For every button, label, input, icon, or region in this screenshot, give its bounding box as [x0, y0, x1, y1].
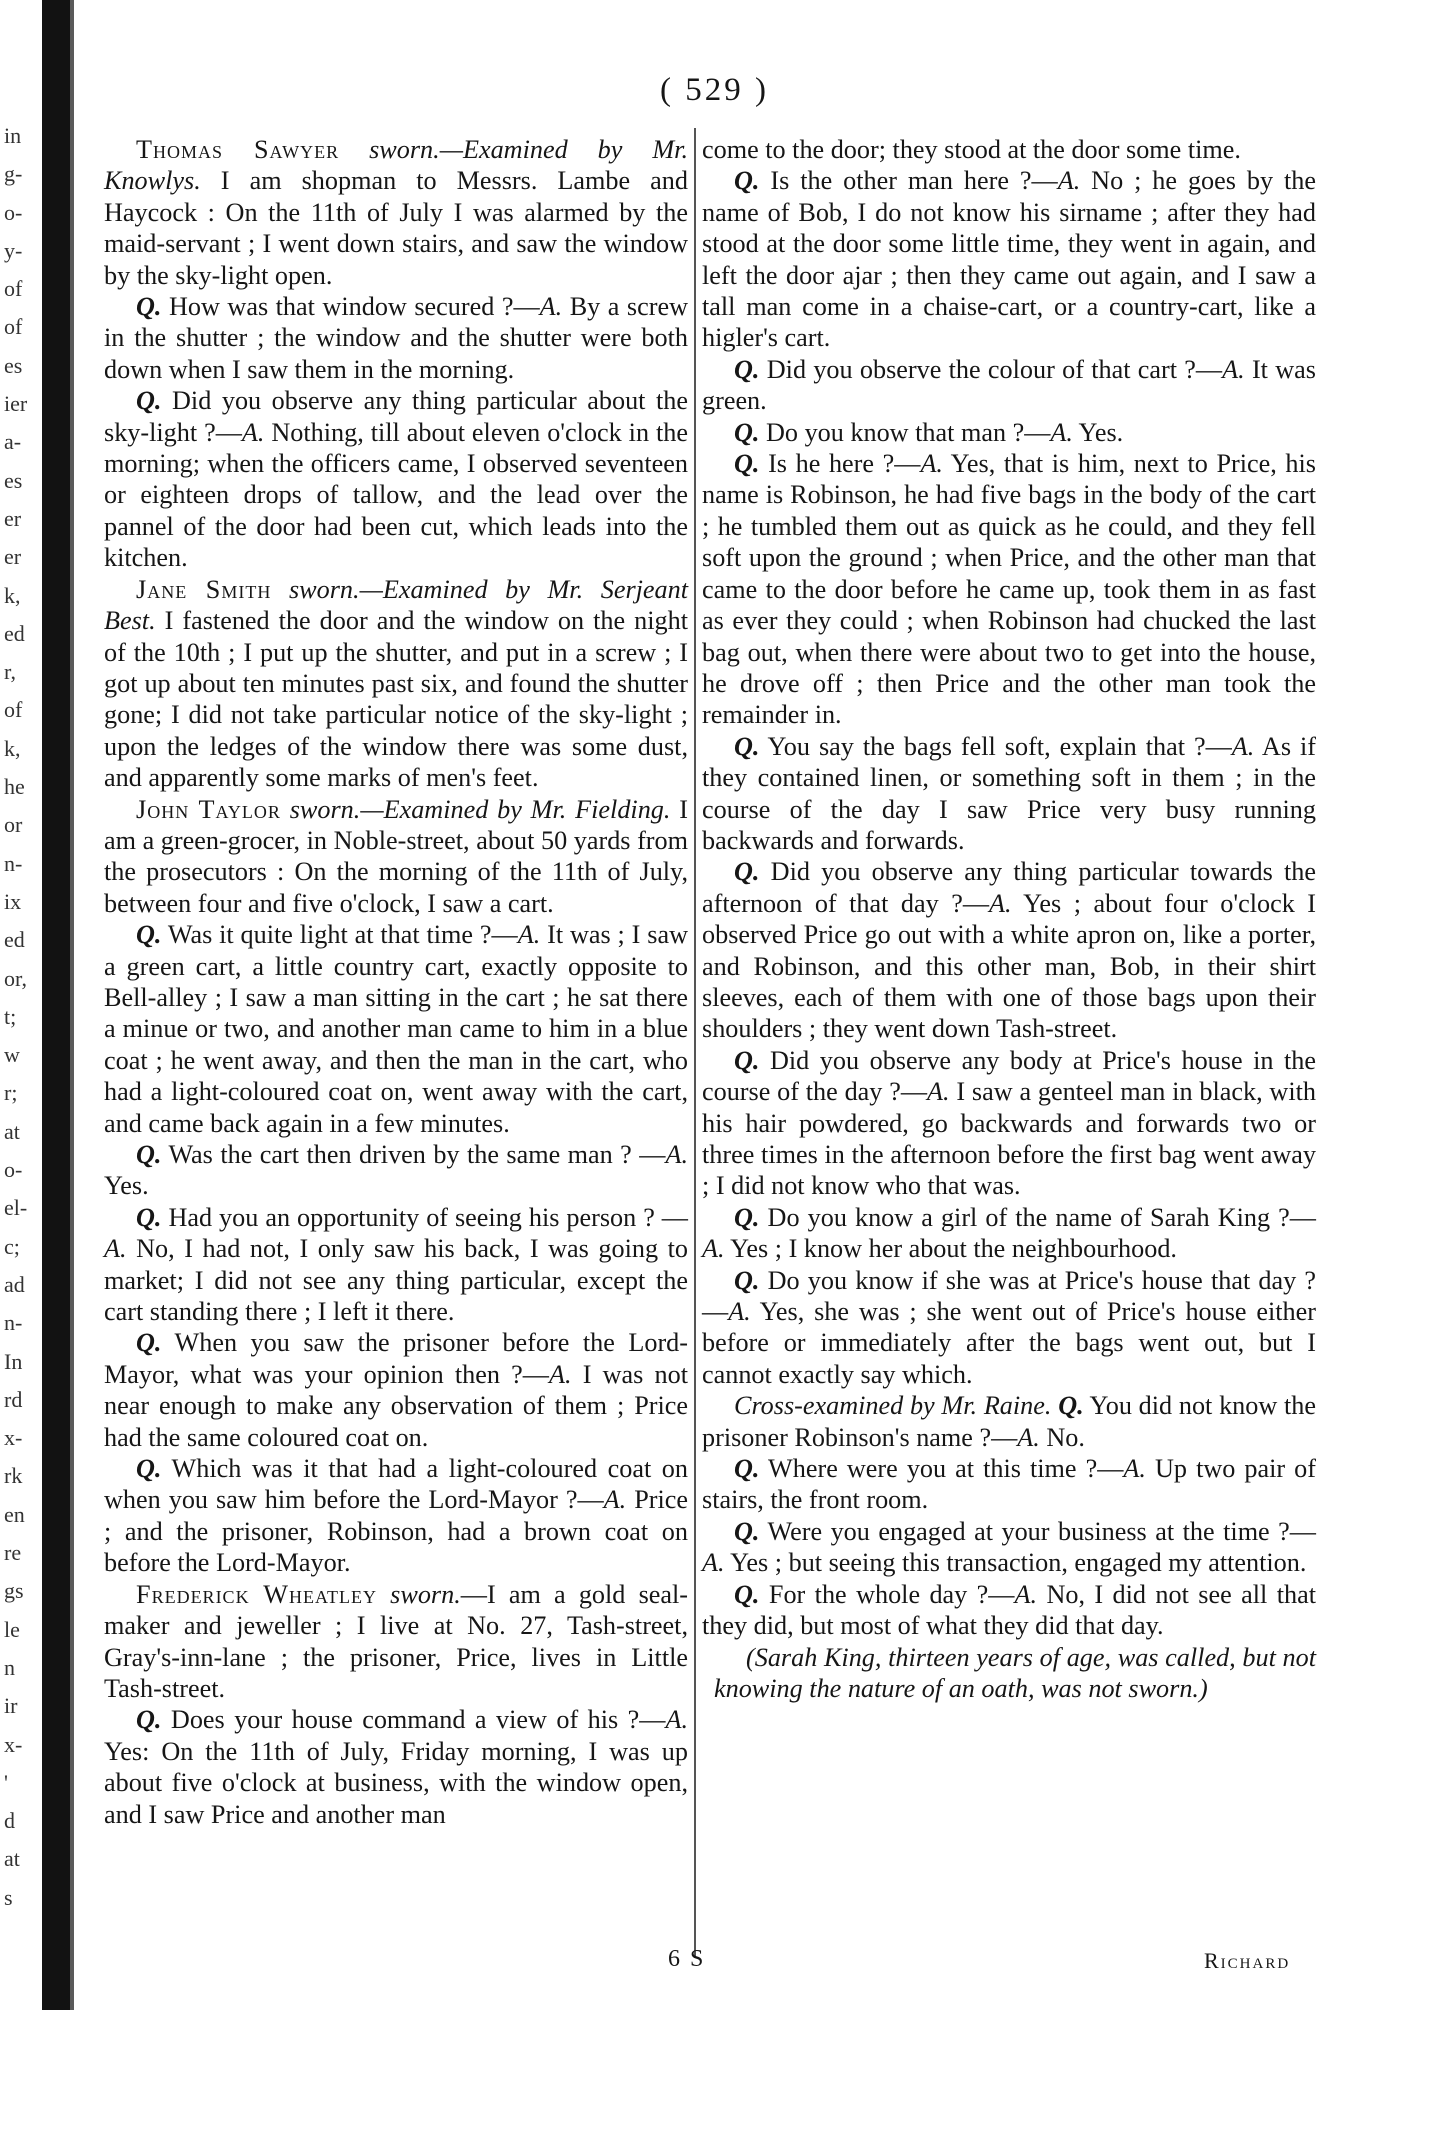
paragraph — [104, 385, 688, 573]
answer-mark: A. — [1222, 354, 1245, 384]
testimony: —I am a gold seal-maker and jeweller ; I live at No. 27, Tash-street, Gray's-inn-lane ; the prisoner, Price, lives in Little Tash-street. — [104, 1579, 689, 1703]
witness-name: Thomas Sawyer — [136, 135, 340, 164]
column-rule — [694, 128, 696, 1958]
margin-fragment: x- — [4, 1731, 23, 1757]
question: Is the other man here ?— — [759, 166, 1058, 196]
sworn-label: sworn. — [369, 135, 440, 164]
margin-fragment: In — [4, 1348, 23, 1374]
answer: It was green. — [702, 354, 1316, 416]
answer-mark: A. — [1231, 731, 1255, 761]
question: Is he here ?— — [759, 449, 921, 479]
testimony: come to the door; they stood at the door some time. — [702, 135, 1241, 164]
question-mark: Q. — [136, 1140, 162, 1169]
margin-fragment: or, — [4, 965, 27, 991]
question: Did you observe the colour of that cart ?— — [759, 354, 1223, 384]
testimony: I am shopman to Messrs. Lambe and Haycock : On the 11th of July I was alarmed by the maid-servant ; I went down stairs, and saw the window by the sky-light open. — [104, 166, 688, 290]
answer: It was ; I saw a green cart, a little country cart, exactly opposite to Bell-alley ; I saw a man sitting in the cart ; he sat there a minue or two, and another man came to him in a blue coat ; he went away, and then the man in the cart, who had a light-coloured coat on, went away with the cart, and came back again in a few minutes. — [104, 920, 688, 1138]
margin-fragment: c; — [4, 1233, 20, 1259]
margin-fragment: es — [4, 467, 23, 493]
margin-fragment: d — [4, 1808, 15, 1834]
answer-mark: A. — [1123, 1454, 1146, 1484]
witness-name: Frederick Wheatley — [136, 1579, 377, 1609]
margin-fragment: gs — [4, 1578, 24, 1604]
question-mark: Q. — [136, 1202, 162, 1232]
answer: As if they contained linen, or something soft in them ; in the course of the day I saw Price very busy running backwards and forwards. — [702, 731, 1317, 855]
question-mark: Q. — [734, 354, 760, 384]
answer-mark: A. — [548, 1359, 572, 1389]
paragraph — [104, 1327, 688, 1453]
question-mark: Q. — [734, 1454, 760, 1484]
paragraph — [702, 1516, 1316, 1579]
answer-mark: A. — [920, 449, 943, 479]
paragraph — [104, 1453, 688, 1579]
margin-fragment: or — [4, 812, 23, 838]
question: Which was it that had a light-coloured coat on when you saw him before the Lord-Mayor ?— — [104, 1454, 688, 1515]
answer: Yes, that is him, next to Price, his name is Robinson, he had five bags in the body of the cart ; he tumbled them out as quick as he could, and they fell soft upon the ground ; when Price, and the other man that came to the door before he came up, took them in as fast as ever they could ; when Robinson had chucked the last bag out, when there were about two to get into the house, he drove off ; then Price and the other man took the remainder in. — [702, 449, 1316, 730]
answer-mark: A. — [241, 417, 265, 447]
margin-fragment: ad — [4, 1271, 25, 1297]
catchword: Richard — [1204, 1948, 1291, 1973]
paragraph — [702, 134, 1316, 165]
question-mark: Q. — [1058, 1391, 1084, 1421]
margin-fragment: ix — [4, 888, 22, 914]
answer: Up two pair of stairs, the front room. — [702, 1454, 1316, 1515]
question: For the whole day ?— — [759, 1579, 1015, 1609]
margin-fragment: ed — [4, 620, 25, 646]
question: Was it quite light at that time ?— — [161, 920, 518, 950]
margin-fragment: el- — [4, 1195, 28, 1221]
bracketed-note: (Sarah King, thirteen years of age, was called, but not knowing the nature of an oath, was not sworn.) — [714, 1642, 1316, 1703]
margin-fragment: ed — [4, 927, 25, 953]
paragraph — [702, 1579, 1316, 1642]
margin-fragment: of — [4, 276, 23, 302]
question-mark: Q. — [136, 1328, 162, 1358]
question: Were you engaged at your business at the time ?— — [759, 1516, 1316, 1546]
answer: Nothing, till about eleven o'clock in the morning; when the officers came, I observed seventeen or eighteen drops of tallow, and the lead over the pannel of the door had been cut, which leads into the kitchen. — [104, 417, 688, 573]
paragraph — [104, 1704, 688, 1830]
question-mark: Q. — [734, 1045, 760, 1075]
paragraph — [702, 731, 1316, 857]
margin-fragment: ir — [4, 1693, 18, 1719]
paragraph — [104, 1139, 688, 1202]
witness-name: John Taylor — [136, 794, 281, 824]
question: Did you observe any thing particular about the sky-light ?— — [104, 386, 688, 447]
question-mark: Q. — [734, 1579, 760, 1609]
margin-fragment: at — [4, 1118, 20, 1144]
question: Do you know that man ?— — [759, 417, 1051, 447]
answer-mark: A. — [728, 1297, 751, 1327]
margin-fragment: n- — [4, 850, 23, 876]
question-mark: Q. — [734, 449, 760, 479]
paragraph — [104, 291, 688, 385]
margin-fragment: es — [4, 352, 23, 378]
answer-mark: A. — [1017, 1422, 1040, 1452]
question: Had you an opportunity of seeing his person ? — — [161, 1202, 688, 1232]
margin-fragment: n- — [4, 1310, 23, 1336]
answer-mark: A. — [989, 888, 1012, 918]
sworn-label: sworn. — [289, 794, 361, 824]
margin-fragment: s — [4, 1884, 13, 1910]
answer-mark: A. — [665, 1140, 688, 1169]
margin-fragment: n — [4, 1654, 15, 1680]
paragraph — [702, 856, 1316, 1044]
question-mark: Q. — [734, 417, 760, 447]
answer-mark: A. — [104, 1234, 127, 1264]
question: Do you know if she was at Price's house that day ?— — [702, 1265, 1316, 1327]
paragraph — [702, 1045, 1316, 1202]
margin-fragment: er — [4, 544, 22, 570]
margin-fragment: r, — [4, 659, 16, 685]
question-mark: Q. — [136, 292, 162, 322]
paragraph — [702, 354, 1316, 417]
paragraph — [104, 134, 688, 291]
examiner: —Examined by Mr. Knowlys. — [104, 135, 689, 196]
margin-fragment: y- — [4, 237, 23, 263]
signature-mark: 6 S — [668, 1946, 706, 1972]
margin-fragment: en — [4, 1501, 25, 1527]
question: Was the cart then driven by the same man ? — — [161, 1140, 666, 1169]
answer: Yes ; I know her about the neighbourhood. — [724, 1234, 1177, 1264]
question: Do you know a girl of the name of Sarah King ?— — [759, 1202, 1316, 1232]
margin-fragment: of — [4, 697, 23, 723]
paragraph — [702, 1453, 1316, 1516]
answer: No, I did not see all that they did, but most of what they did that day. — [702, 1579, 1316, 1641]
answer-mark: A. — [665, 1705, 688, 1735]
margin-fragment: o- — [4, 1157, 23, 1183]
examiner: —Examined by Mr. Serjeant Best. — [104, 574, 689, 636]
left-column — [104, 134, 688, 1830]
margin-fragment: rk — [4, 1463, 23, 1489]
margin-fragment: r; — [4, 1080, 18, 1106]
paragraph — [104, 919, 688, 1139]
margin-fragment: g- — [4, 161, 23, 187]
sworn-label: sworn. — [390, 1579, 461, 1609]
question: Did you observe any thing particular towards the afternoon of that day ?— — [702, 857, 1316, 918]
answer: Yes ; about four o'clock I observed Price go out with a white apron on, like a porter, and Robinson, and this other man, Bob, in their shirt sleeves, each of them with one of those bags upon their shoulders ; they went down Tash-street. — [702, 888, 1316, 1044]
question: Did you observe any body at Price's house in the course of the day ?— — [702, 1045, 1316, 1107]
question-mark: Q. — [136, 920, 162, 950]
answer: No ; he goes by the name of Bob, I do not know his sirname ; after they had stood at the door some little time, they went in again, and left the door ajar ; then they came out again, and I saw a tall man come in a chaise-cart, or a country-cart, like a higler's cart. — [702, 166, 1316, 353]
answer-mark: A. — [1014, 1579, 1038, 1609]
answer: I saw a genteel man in black, with his hair powdered, go backwards and forwards two or three times in the afternoon before the first bag went away ; I did not know who that was. — [702, 1077, 1316, 1201]
answer: Price ; and the prisoner, Robinson, had a brown coat on before the Lord-Mayor. — [104, 1485, 689, 1578]
right-column — [702, 134, 1316, 1704]
question-mark: Q. — [136, 1705, 162, 1735]
margin-fragment: of — [4, 314, 23, 340]
question: You say the bags fell soft, explain that ?— — [759, 731, 1232, 761]
answer-mark: A. — [517, 920, 541, 950]
paragraph — [702, 1390, 1316, 1453]
cross-examiner: Cross-examined by Mr. Raine. — [734, 1391, 1052, 1421]
paragraph — [104, 1202, 688, 1328]
testimony: I am a green-grocer, in Noble-street, about 50 yards from the prosecutors : On the morning of the 11th of July, between four and five o'clock, I saw a cart. — [104, 794, 688, 918]
answer-mark: A. — [1057, 166, 1081, 196]
answer: Yes ; but seeing this transaction, engaged my attention. — [724, 1548, 1307, 1578]
examiner: —Examined by Mr. Fielding. — [360, 794, 671, 824]
question: Does your house command a view of his ?— — [161, 1705, 666, 1735]
paragraph — [104, 1579, 688, 1705]
margin-fragment: re — [4, 1540, 22, 1566]
paragraph — [702, 448, 1316, 731]
paragraph — [702, 165, 1316, 353]
question-mark: Q. — [734, 857, 760, 887]
margin-fragment: ier — [4, 391, 28, 417]
answer-mark: A. — [539, 292, 563, 322]
answer-mark: A. — [1050, 417, 1073, 447]
margin-fragment: ' — [4, 1769, 8, 1795]
question: Where were you at this time ?— — [759, 1454, 1124, 1484]
question-mark: Q. — [136, 386, 162, 416]
sworn-label: sworn. — [288, 574, 360, 604]
question: When you saw the prisoner before the Lord-Mayor, what was your opinion then ?— — [104, 1328, 688, 1389]
margin-fragment: in — [4, 123, 22, 148]
page-number: ( 529 ) — [660, 72, 769, 108]
margin-fragment: a- — [4, 429, 22, 455]
book-spine-shadow — [42, 0, 70, 2010]
witness-name: Jane Smith — [136, 574, 272, 604]
margin-fragment: k, — [4, 735, 21, 761]
paragraph — [104, 794, 688, 920]
answer: Yes, she was ; she went out of Price's house either before or immediately after the bags went out, but I cannot exactly say which. — [702, 1297, 1316, 1389]
margin-fragment: t; — [4, 1003, 17, 1029]
paragraph — [702, 1265, 1316, 1391]
answer: By a screw in the shutter ; the window and the shutter were both down when I saw them in the morning. — [104, 292, 688, 384]
margin-fragment: at — [4, 1846, 20, 1872]
margin-fragment: o- — [4, 199, 23, 225]
margin-fragment: he — [4, 774, 25, 800]
answer: Yes. — [104, 1171, 149, 1201]
question-mark: Q. — [734, 1202, 760, 1232]
answer-mark: A. — [927, 1077, 950, 1107]
answer: Yes: On the 11th of July, Friday morning, I was up about five o'clock at business, with the window open, and I saw Price and another man — [104, 1736, 688, 1829]
answer-mark: A. — [603, 1485, 627, 1515]
margin-fragment: x- — [4, 1425, 23, 1451]
margin-fragment: w — [4, 1042, 20, 1068]
spine-edge — [70, 0, 74, 2010]
margin-fragment: le — [4, 1616, 20, 1642]
question-mark: Q. — [734, 166, 760, 196]
answer-mark: A. — [702, 1234, 725, 1264]
answer: No. — [1039, 1422, 1085, 1452]
question-mark: Q. — [136, 1454, 162, 1484]
margin-fragment: rd — [4, 1386, 23, 1412]
question: How was that window secured ?— — [161, 292, 540, 322]
paragraph — [104, 574, 688, 794]
question-mark: Q. — [734, 731, 760, 761]
testimony: I fastened the door and the window on the night of the 10th ; I put up the shutter, and put in a screw ; I got up about ten minutes past six, and found the shutter gone; I did not take particular notice of the sky-light ; upon the ledges of the window there was some dust, and apparently some marks of men's feet. — [104, 606, 688, 793]
answer: No, I had not, I only saw his back, I was going to market; I did not see any thing particular, except the cart standing there ; I left it there. — [104, 1234, 688, 1327]
question: You did not know the prisoner Robinson's name ?— — [702, 1391, 1317, 1452]
margin-fragment: er — [4, 505, 22, 531]
answer: I was not near enough to make any observation of them ; Price had the same coloured coat on. — [104, 1359, 688, 1452]
question-mark: Q. — [734, 1516, 760, 1546]
answer-mark: A. — [702, 1548, 725, 1578]
paragraph — [702, 1202, 1316, 1265]
question-mark: Q. — [734, 1265, 760, 1295]
paragraph — [702, 417, 1316, 448]
answer: Yes. — [1072, 417, 1124, 447]
margin-fragment: k, — [4, 582, 21, 608]
